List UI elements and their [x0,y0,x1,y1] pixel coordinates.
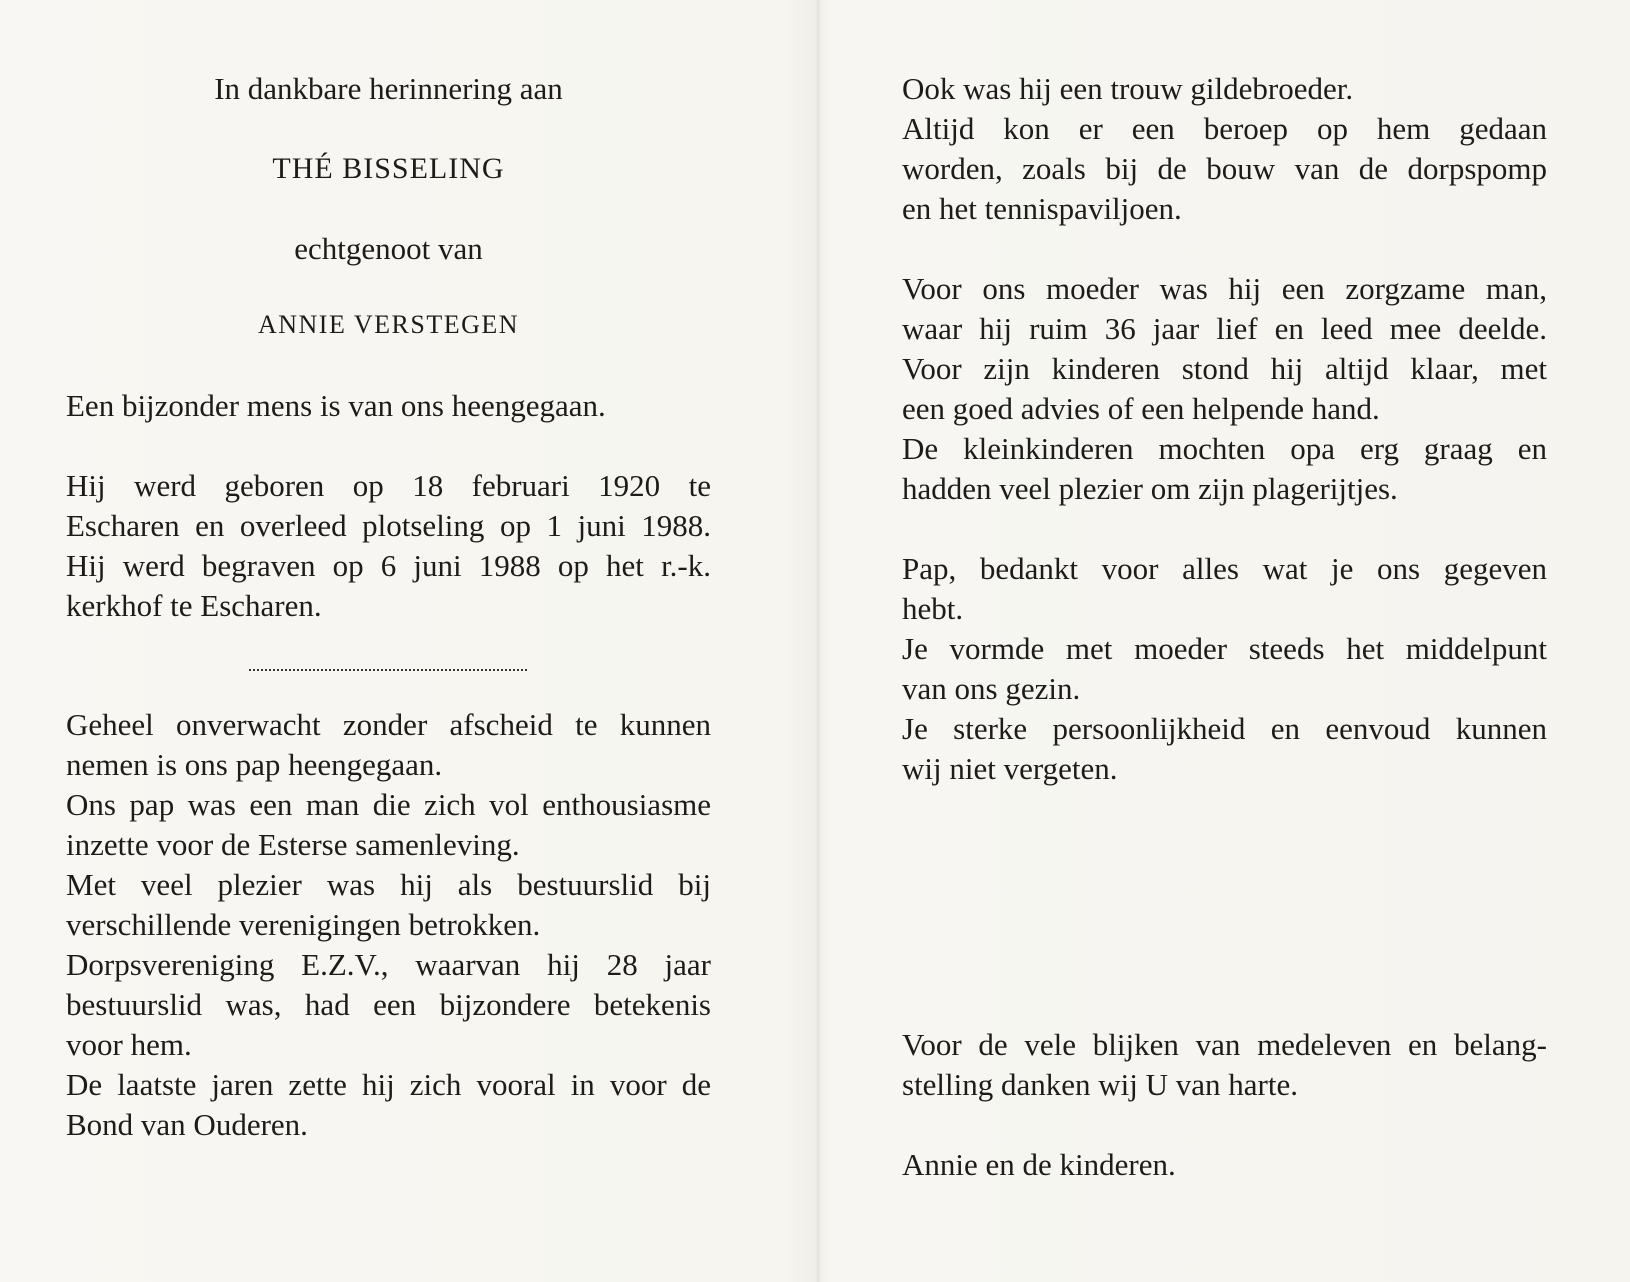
paragraph2-line: waar hij ruim 36 jaar lief en leed mee deelde. [902,311,1547,346]
left-page [66,0,711,1282]
memorial-line: Met veel plezier was hij als bestuurslid bij [66,867,711,902]
biography-line: Escharen en overleed plotseling op 1 juni 1988. [66,508,711,543]
right-page [902,0,1547,1282]
paragraph3-line: wij niet vergeten. [902,751,1118,786]
paragraph1-line: worden, zoals bij de bouw van de dorpspomp [902,151,1547,186]
memorial-line: Dorpsvereniging E.Z.V., waarvan hij 28 jaar [66,947,711,982]
paragraph2-line: hadden veel plezier om zijn plagerijtjes. [902,471,1398,506]
memorial-line: verschillende verenigingen betrokken. [66,907,541,942]
memorial-line: voor hem. [66,1027,192,1062]
paragraph2-line: Voor ons moeder was hij een zorgzame man, [902,271,1547,306]
signature-line: Annie en de kinderen. [902,1147,1176,1182]
paragraph3-line: Je sterke persoonlijkheid en eenvoud kunnen [902,711,1547,746]
memorial-line: inzette voor de Esterse samenleving. [66,827,520,862]
paragraph3-line: hebt. [902,591,964,626]
paragraph1-line: Altijd kon er een beroep op hem gedaan [902,111,1547,146]
memorial-line: Ons pap was een man die zich vol enthousiasme [66,787,711,822]
spouse-name: ANNIE VERSTEGEN [257,310,520,339]
paragraph3-line: Pap, bedankt voor alles wat je ons gegeven [902,551,1547,586]
intro-text: In dankbare herinnering aan [214,71,563,106]
biography-line: Hij werd geboren op 18 februari 1920 te [66,468,711,503]
biography-line: kerkhof te Escharen. [66,588,322,623]
biography-line: Hij werd begraven op 6 juni 1988 op het r.-k. [66,548,711,583]
paragraph1-line: en het tennispaviljoen. [902,191,1182,226]
paragraph3-line: van ons gezin. [902,671,1081,706]
opening-line: Een bijzonder mens is van ons heengegaan. [66,388,606,423]
paragraph1-line: Ook was hij een trouw gildebroeder. [902,71,1354,106]
memorial-line: Geheel onverwacht zonder afscheid te kunnen [66,707,711,742]
memorial-line: Bond van Ouderen. [66,1107,308,1142]
dotted-divider [249,669,527,673]
relation-text: echtgenoot van [294,231,483,266]
memorial-line: bestuurslid was, had een bijzondere betekenis [66,987,711,1022]
memorial-line: De laatste jaren zette hij zich vooral in voor de [66,1067,711,1102]
paragraph3-line: Je vormde met moeder steeds het middelpunt [902,631,1547,666]
paragraph2-line: een goed advies of een helpende hand. [902,391,1380,426]
deceased-name: THÉ BISSELING [272,152,505,185]
card-fold [816,0,820,1282]
paragraph2-line: Voor zijn kinderen stond hij altijd klaar, met [902,351,1547,386]
memorial-line: nemen is ons pap heengegaan. [66,747,443,782]
thanks-line: stelling danken wij U van harte. [902,1067,1299,1102]
paragraph2-line: De kleinkinderen mochten opa erg graag en [902,431,1547,466]
thanks-line: Voor de vele blijken van medeleven en belang- [902,1027,1547,1062]
